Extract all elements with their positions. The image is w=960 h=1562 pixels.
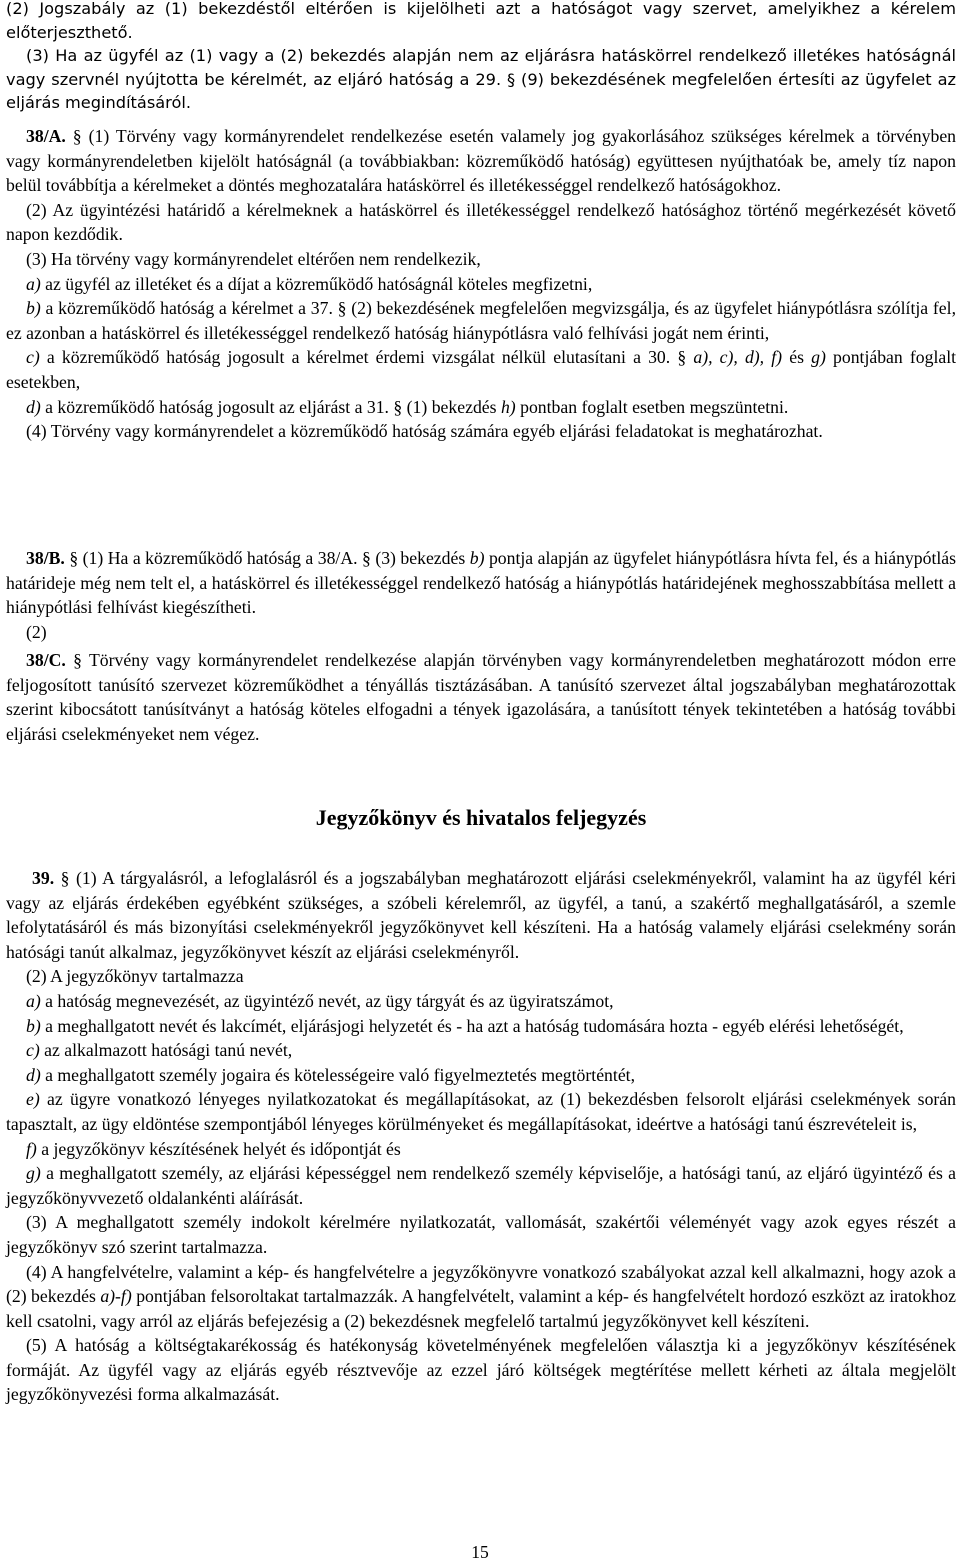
section-38b-paragraph-1 <box>6 546 956 620</box>
item-reference: h) <box>500 396 516 417</box>
section-38a-paragraph-1 <box>6 124 956 198</box>
section-39-paragraph-3: (3) A meghallgatott személy indokolt kérelmére nyilatkozatát, vallomását, szakértői véleményét vagy azok egyes részét a jegyzőkönyv szó szerint tartalmazza. <box>6 1212 956 1257</box>
item-reference: a), c), d), f) <box>693 347 783 368</box>
item-text: a jegyzőkönyv készítésének helyét és időpontját és <box>41 1138 401 1159</box>
section-38c-text: § Törvény vagy kormányrendelet rendelkezése alapján törvényben vagy kormányrendeletben meghatározott módon erre feljogosított tanúsító szervezet közreműködhet a tényállás tisztázásában. A tanúsító szervezet által jogszabályban meghatározottak szerint kibocsátott tanúsítványt a hatóság köteles elfogadni a tények igazolására, a tanúsított tények tekintetében a hatóság további eljárási cselekményeket nem végez. <box>6 650 956 744</box>
section-38a-item-b <box>6 296 956 345</box>
item-marker: b) <box>26 298 41 319</box>
item-text: a hatóság megnevezését, az ügyintéző nevét, az ügy tárgyát és az ügyiratszámot, <box>45 990 614 1011</box>
section-39-item <box>6 1087 956 1136</box>
item-marker: d) <box>26 1064 41 1085</box>
item-text: és <box>789 347 804 368</box>
item-text: a meghallgatott nevét és lakcímét, eljárásjogi helyzetét és - ha azt a hatóság tudomására hozta - egyéb elérési lehetőségét, <box>45 1015 904 1036</box>
section-39-item <box>6 1038 956 1063</box>
item-reference: a)-f) <box>100 1286 132 1307</box>
item-text: a közreműködő hatóság a kérelmet a 37. § (2) bekezdésének megfelelően megvizsgálja, és az ügyfelet hiánypótlásra szólítja fel, ez azonban a hatáskörrel és illetékességgel rendelkező hatóság hiánypótlásra való felhívási jogát nem érinti, <box>6 298 956 343</box>
section-38b-text: pontja alapján az ügyfelet hiánypótlásra hívta fel, és a hiánypótlás határideje még nem telt el, a hatáskörrel és illetékességgel rendelkező hatóság a hiánypótlás határidejének meghosszabbítása mellett a hiánypótlási felhívást kiegészítheti. <box>6 548 957 618</box>
paragraph-text: (4) A hangfelvételre, valamint a kép- és hangfelvételre a jegyzőkönyvre vonatkozó szabályokat azzal kell alkalmazni, hogy azok a (2) bekezdés <box>6 1261 956 1307</box>
item-reference: g) <box>811 347 826 368</box>
item-marker: g) <box>26 1163 41 1184</box>
item-text: az ügyfél az illetéket és a díjat a közreműködő hatóságnál köteles megfizetni, <box>45 273 593 294</box>
item-marker: d) <box>26 396 41 417</box>
section-38a-paragraph-3: (3) Ha törvény vagy kormányrendelet eltérően nem rendelkezik, <box>26 248 481 269</box>
item-marker: a) <box>26 990 41 1011</box>
section-38a <box>6 124 956 444</box>
paragraph-2-jogszabaly: (2) Jogszabály az (1) bekezdéstől eltérően is kijelölheti azt a hatóságot vagy szervet, amelyikhez a kérelem előterjeszthető. <box>6 0 956 42</box>
section-39-paragraph-4 <box>6 1260 956 1334</box>
item-text: az ügyre vonatkozó lényeges nyilatkozatokat és megállapításokat, az (1) bekezdésben felsorolt eljárási cselekmények során tapasztalt, az ügy eldöntése szempontjából lényeges körülményeket és megállapításokat, ideértve a hatósági tanú észrevételeit is, <box>6 1089 956 1134</box>
item-text: a meghallgatott személy jogaira és kötelességeire való figyelmeztetés megtörténtét, <box>45 1064 636 1085</box>
item-text: az alkalmazott hatósági tanú nevét, <box>44 1040 293 1061</box>
item-marker: f) <box>26 1138 37 1159</box>
item-text: a közreműködő hatóság jogosult a kérelmet érdemi vizsgálat nélkül elutasítani a 30. § <box>46 347 687 368</box>
section-39-item <box>6 1014 956 1039</box>
section-38a-p1-text: § (1) Törvény vagy kormányrendelet rendelkezése esetén valamely jog gyakorlásához szükséges kérelmek a törvényben vagy kormányrendeletben kijelölt hatóságnál (a továbbiakban: közreműködő hatóság) együttesen nyújthatóak be, amely tíz napon belül továbbítja a kérelmeket a döntés meghozatalára hatáskörrel és illetékességgel rendelkező hatóságokhoz. <box>6 126 957 196</box>
section-39-paragraph-2: (2) A jegyzőkönyv tartalmazza <box>26 966 244 987</box>
section-38a-label: 38/A. <box>26 126 66 146</box>
section-38b-paragraph-2: (2) <box>26 621 47 642</box>
section-39-label: 39. <box>32 868 55 888</box>
section-39 <box>6 866 956 1407</box>
page-number: 15 <box>471 1542 489 1562</box>
section-39-item <box>6 1161 956 1210</box>
section-39-item <box>6 1137 956 1162</box>
item-marker: a) <box>26 273 41 294</box>
section-38a-paragraph-4: (4) Törvény vagy kormányrendelet a közreműködő hatóság számára egyéb eljárási feladatokat is meghatározhat. <box>26 421 823 442</box>
section-38c-label: 38/C. <box>26 650 66 670</box>
section-39-paragraph-1 <box>6 866 956 964</box>
paragraph-3-ha: (3) Ha az ügyfél az (1) vagy a (2) bekezdés alapján nem az eljárásra hatáskörrel rendelkező illetékes hatóságnál vagy szervnél nyújtotta be kérelmét, az eljáró hatóság a 29. § (9) bekezdésének megfelelően értesíti az ügyfelet az eljárás megindításáról. <box>6 46 956 112</box>
section-38c-paragraph <box>6 648 956 746</box>
item-marker: c) <box>26 347 40 368</box>
section-38c <box>6 648 956 746</box>
item-reference: b) <box>469 548 485 568</box>
section-39-p1-text: § (1) A tárgyalásról, a lefoglalásról és a jogszabályban meghatározott eljárási cselekményekről, valamint ha az ügyfél kéri vagy az eljárás érdekében egyébként szükséges, a szóbeli kérelemről, az ügyfél, a tanú, a szakértő meghallgatásáról, a szemle lefolytatásáról és más bizonyítási cselekményekről jegyzőkönyvet kell készíteni. Ha a hatóság valamely eljárási cselekmény során hatósági tanút alkalmaz, jegyzőkönyvet készít az eljárási cselekményről. <box>6 868 957 962</box>
section-38b <box>6 546 956 644</box>
section-heading: Jegyzőkönyv és hivatalos feljegyzés <box>315 805 647 830</box>
section-38b-text: § (1) Ha a közreműködő hatóság a 38/A. § (3) bekezdés <box>69 548 466 568</box>
section-39-item <box>6 1063 956 1088</box>
section-38a-item-d <box>6 395 956 420</box>
item-marker: e) <box>26 1089 40 1110</box>
section-39-item <box>6 989 956 1014</box>
intro-block <box>6 0 956 115</box>
item-marker: c) <box>26 1040 40 1061</box>
section-39-item-list <box>6 989 956 1210</box>
section-38a-item-c <box>6 345 956 394</box>
paragraph-text: pontjában felsoroltakat tartalmazzák. A hangfelvételt, valamint a kép- és hangfelvételt hordozó eszközt az iratokhoz kell csatolni, vagy arról az eljárás befejezésig a (2) bekezdésnek megfelelő tartalmú jegyzőkönyvet kell készíteni. <box>6 1286 956 1331</box>
section-38a-paragraph-2: (2) Az ügyintézési határidő a kérelmeknek a hatáskörrel és illetékességgel rendelkező hatósághoz történő megérkezését követő napon kezdődik. <box>6 199 956 245</box>
item-text: pontjában foglalt esetekben, <box>6 347 957 392</box>
item-text: a meghallgatott személy, az eljárási képességgel nem rendelkező személy képviselője, a hatósági tanú, az eljáró ügyintéző és a jegyzőkönyvvezető oldalankénti aláírását. <box>6 1163 957 1208</box>
item-marker: b) <box>26 1015 41 1036</box>
item-text: a közreműködő hatóság jogosult az eljárást a 31. § (1) bekezdés <box>45 396 497 417</box>
section-38b-label: 38/B. <box>26 548 65 568</box>
item-text: pontban foglalt esetben megszüntetni. <box>520 396 789 417</box>
section-38a-item-a <box>6 272 956 297</box>
section-39-paragraph-5: (5) A hatóság a költségtakarékosság és hatékonyság követelményének megfelelően választja ki a jegyzőkönyv készítésének formáját. Az ügyfél vagy az eljárás egyéb résztvevője az ezzel járó költségek megtérítése mellett kérheti az általa megjelölt jegyzőkönyvezési forma alkalmazását. <box>6 1335 956 1405</box>
